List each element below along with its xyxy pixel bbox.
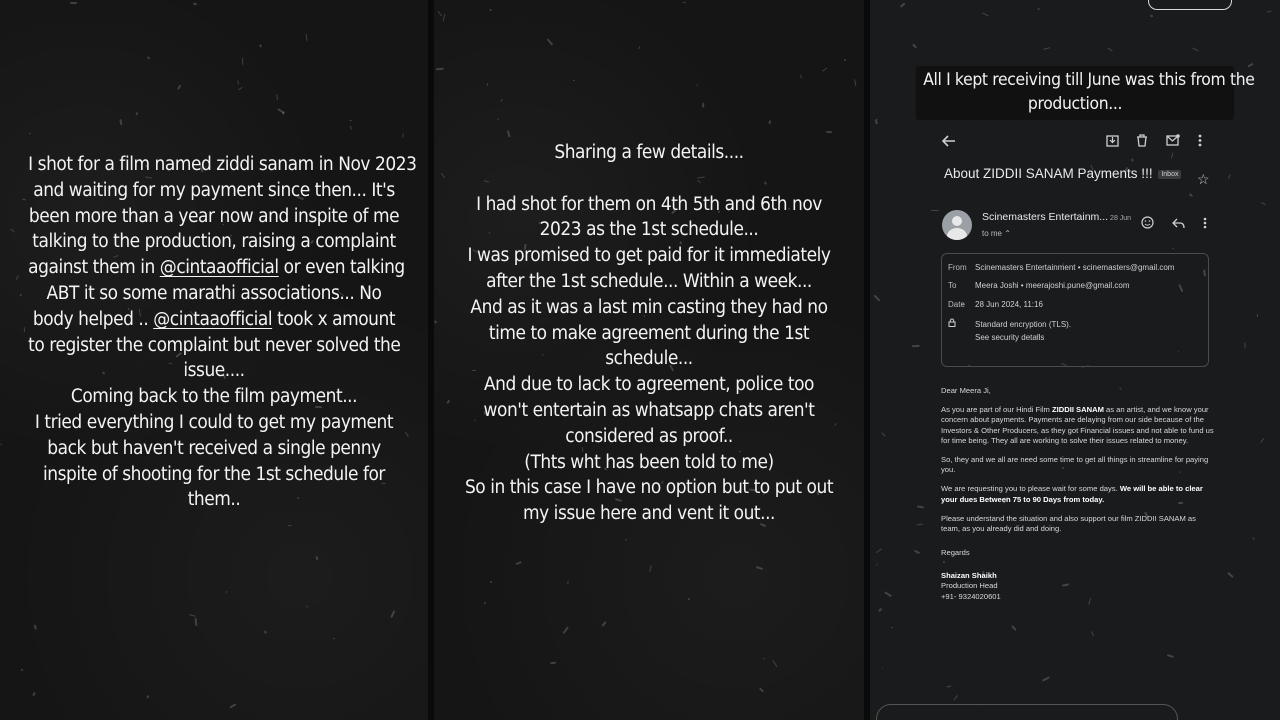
text-fragment: or even talking: [278, 257, 405, 279]
text-line: I shot for a film named ziddi sanam in Nov 2023: [28, 154, 417, 175]
detail-value: Standard encryption (TLS).: [975, 320, 1072, 329]
film-grain-speck: [1260, 437, 1265, 443]
film-grain-speck: [563, 626, 569, 633]
signature-phone: +91- 9324020601: [941, 591, 1001, 601]
film-grain-speck: [546, 38, 553, 45]
email-screenshot-panel: [870, 0, 1280, 720]
film-grain-speck: [954, 695, 958, 700]
film-grain-speck: [147, 56, 151, 60]
film-grain-speck: [316, 556, 319, 560]
film-grain-speck: [70, 2, 77, 4]
film-grain-speck: [877, 548, 883, 553]
detail-key: From: [948, 263, 967, 272]
film-grain-speck: [225, 591, 227, 593]
film-grain-speck: [1, 444, 3, 446]
inbox-label-badge[interactable]: Inbox: [1158, 170, 1181, 179]
text-line: considered as proof..: [565, 425, 733, 447]
film-grain-speck: [1043, 47, 1050, 50]
email-body: [941, 386, 1217, 602]
film-grain-speck: [500, 99, 502, 102]
film-grain-speck: [192, 2, 197, 5]
signature-name: Shaizan Shaikh: [941, 570, 997, 580]
text-line: And due to lack to agreement, police too: [483, 374, 815, 396]
film-grain-speck: [982, 12, 989, 16]
film-grain-speck: [567, 580, 568, 584]
text-fragment: body helped ..: [32, 308, 154, 330]
story-panel-2: [434, 0, 864, 720]
reply-icon[interactable]: [1172, 217, 1185, 231]
text-line: [28, 255, 405, 281]
film-grain-speck: [177, 84, 181, 89]
film-grain-speck: [1150, 15, 1154, 17]
film-grain-speck: [242, 57, 243, 64]
text-line: I tried everything I could to get my payment: [34, 411, 394, 433]
film-grain-speck: [119, 119, 122, 125]
film-grain-speck: [490, 9, 492, 11]
text-line: after the 1st schedule... Within a week...: [486, 270, 812, 292]
detail-value: Meera Joshi • meerajoshi.pune@gmail.com: [975, 281, 1130, 290]
film-grain-speck: [1167, 654, 1174, 658]
film-grain-speck: [638, 46, 640, 49]
film-grain-speck: [282, 112, 284, 115]
film-grain-speck: [288, 525, 292, 527]
body-paragraph: Please understand the situation and also support our film ZIDDII SANAM as team, as you already did and doing.: [941, 513, 1196, 534]
film-grain-speck: [768, 120, 771, 124]
text-line: Coming back to the film payment...: [70, 386, 358, 408]
film-grain-speck: [1132, 159, 1134, 162]
back-arrow-icon[interactable]: [942, 134, 956, 151]
text-line: time to make agreement during the 1st: [488, 322, 810, 344]
film-grain-speck: [350, 126, 352, 130]
text-line: Sharing a few details....: [554, 142, 744, 163]
caption-line: production...: [1027, 94, 1123, 114]
mention-link[interactable]: @cintaaofficial: [159, 257, 279, 279]
film-grain-speck: [34, 624, 37, 629]
sender-date: 28 Jun: [1110, 215, 1132, 222]
text-line: been more than a year now and inspite of me: [28, 205, 400, 227]
film-grain-speck: [1038, 8, 1040, 11]
film-grain-speck: [912, 44, 917, 49]
film-grain-speck: [497, 119, 498, 121]
film-grain-speck: [434, 320, 437, 324]
text-line: So in this case I have no option but to put out: [464, 477, 834, 499]
film-grain-speck: [447, 400, 451, 405]
film-grain-speck: [931, 210, 939, 211]
film-grain-speck: [1261, 202, 1266, 205]
film-grain-speck: [702, 103, 704, 108]
film-grain-speck: [573, 80, 575, 82]
film-grain-speck: [1189, 193, 1193, 197]
signature-title: Production Head: [941, 581, 998, 591]
film-grain-speck: [146, 695, 149, 699]
body-paragraph: [941, 405, 1217, 447]
signature: [941, 571, 1217, 602]
film-grain-speck: [696, 85, 698, 88]
film-grain-speck: [550, 662, 556, 665]
film-grain-speck: [826, 131, 832, 133]
film-grain-speck: [391, 610, 396, 618]
film-grain-speck: [844, 59, 846, 61]
film-grain-speck: [189, 614, 196, 617]
detail-key: Date: [948, 300, 965, 309]
detail-date: [948, 300, 1043, 309]
text-line: them..: [187, 489, 241, 511]
film-grain-speck: [333, 638, 335, 639]
subject-text: About ZIDDII SANAM Payments !!!: [944, 166, 1153, 181]
film-grain-speck: [516, 561, 522, 565]
film-grain-speck: [1042, 676, 1050, 681]
film-grain-speck: [946, 685, 951, 688]
film-grain-speck: [1257, 314, 1258, 317]
text-line: [28, 307, 400, 333]
film-grain-speck: [1267, 11, 1272, 13]
text-line: And as it was a last min casting they had no: [470, 296, 828, 318]
film-grain-speck: [1011, 625, 1016, 631]
film-grain-speck: [484, 601, 487, 604]
story-text-2: [451, 140, 847, 527]
film-grain-speck: [882, 667, 884, 669]
mention-link[interactable]: @cintaaofficial: [153, 308, 273, 330]
email-details-box: [941, 253, 1209, 367]
film-grain-speck: [507, 130, 511, 138]
film-grain-speck: [10, 229, 14, 233]
star-icon[interactable]: ☆: [1197, 171, 1210, 187]
film-grain-speck: [891, 627, 893, 629]
film-grain-speck: [438, 11, 442, 16]
film-grain-speck: [625, 539, 626, 541]
sender-line: [982, 211, 1131, 223]
text-line: talking to the production, raising a complaint: [32, 231, 396, 253]
body-paragraph: So, they and we all are need some time to get all things in streamline for paying you.: [941, 455, 1209, 475]
film-grain-speck: [917, 505, 925, 508]
film-grain-speck: [194, 618, 197, 626]
text-fragment: as an artist, and we know your concern about payments. Payments are delaying from our side because of the Investors & Other Producers, as they got Financial issues and not able to fund us for time being. They all are working to solve their issues related to money.: [941, 404, 1214, 446]
film-grain-speck: [649, 565, 651, 572]
emoji-icon[interactable]: [1141, 216, 1154, 232]
film-grain-speck: [854, 79, 856, 86]
film-grain-speck: [800, 75, 802, 79]
film-grain-speck: [229, 703, 236, 708]
text-line: back but haven't received a single penny: [47, 437, 381, 459]
text-line: I was promised to get paid for it immediately: [467, 245, 831, 267]
film-grain-speck: [21, 668, 24, 671]
text-line: inspite of shooting for the 1st schedule for: [43, 463, 385, 485]
avatar[interactable]: [942, 210, 972, 240]
film-grain-speck: [1091, 632, 1094, 637]
film-grain-speck: [1192, 47, 1199, 51]
film-grain-speck: [1247, 62, 1253, 67]
film-grain-speck: [763, 658, 765, 660]
top-pill-outline: [1148, 0, 1232, 10]
film-grain-speck: [876, 563, 877, 565]
to-me-toggle[interactable]: to me ⌃: [982, 229, 1011, 238]
film-grain-speck: [772, 660, 777, 667]
sender-name: Scinemasters Entertainm...: [982, 211, 1109, 223]
film-grain-speck: [688, 598, 690, 600]
film-grain-speck: [264, 631, 267, 634]
film-grain-speck: [1228, 572, 1235, 578]
text-line: won't entertain as whatsapp chats aren't: [483, 399, 815, 421]
film-grain-speck: [882, 432, 886, 436]
film-grain-speck: [29, 133, 31, 134]
blank-line: [462, 166, 836, 192]
text-line: ABT it so some marathi associations... No: [46, 282, 382, 304]
film-grain-speck: [1228, 174, 1231, 179]
film-grain-speck: [884, 591, 891, 597]
text-fragment: As you are part of our Hindi Film: [941, 404, 1052, 414]
film-grain-speck: [436, 68, 444, 71]
body-paragraph: [941, 484, 1217, 505]
detail-from: [948, 263, 1174, 272]
text-line: issue....: [183, 360, 245, 382]
film-grain-speck: [1244, 342, 1246, 348]
film-grain-speck: [602, 621, 607, 627]
story-caption: [916, 66, 1255, 120]
film-grain-speck: [900, 2, 906, 7]
detail-value: Scinemasters Entertainment • scinemasters@gmail.com: [975, 263, 1175, 272]
detail-encryption: [948, 318, 1071, 329]
film-grain-speck: [276, 94, 278, 100]
film-name: ZIDDII SANAM: [1052, 404, 1104, 414]
text-line: and waiting for my payment since then... It's: [33, 179, 395, 201]
trash-icon[interactable]: [1136, 134, 1148, 149]
reply-bar-outline[interactable]: [876, 704, 1178, 720]
film-grain-speck: [759, 688, 764, 693]
film-grain-speck: [32, 691, 36, 696]
film-grain-speck: [238, 87, 243, 90]
film-grain-speck: [135, 112, 138, 116]
film-grain-speck: [237, 80, 239, 85]
lock-icon: [948, 318, 975, 329]
film-grain-speck: [1252, 537, 1254, 540]
film-grain-speck: [441, 172, 445, 178]
text-line: my issue here and vent it out...: [522, 503, 775, 525]
film-grain-speck: [306, 34, 308, 41]
detail-key: To: [948, 281, 957, 290]
detail-to: [948, 281, 1130, 290]
text-fragment: We are requesting you to please wait for some days.: [941, 484, 1120, 494]
film-grain-speck: [403, 133, 405, 137]
security-details-link[interactable]: See security details: [975, 333, 1045, 342]
film-grain-speck: [683, 2, 686, 3]
film-grain-speck: [822, 67, 827, 71]
film-grain-speck: [912, 345, 920, 347]
film-grain-speck: [306, 605, 307, 607]
text-line: schedule...: [605, 348, 693, 370]
text-line: I had shot for them on 4th 5th and 6th nov: [476, 193, 822, 215]
more-vert-icon[interactable]: [1198, 134, 1202, 149]
film-grain-speck: [878, 608, 882, 612]
detail-value: 28 Jun 2024, 11:16: [975, 300, 1043, 309]
greeting: Dear Meera Ji,: [941, 386, 991, 395]
regards: Regards: [941, 548, 970, 558]
archive-icon[interactable]: [1106, 134, 1119, 149]
mark-unread-icon[interactable]: [1166, 134, 1180, 149]
text-fragment: against them in: [28, 257, 160, 279]
film-grain-speck: [487, 83, 489, 86]
film-grain-speck: [1170, 153, 1173, 159]
film-grain-speck: [443, 13, 446, 21]
story-text-1: [17, 152, 417, 513]
text-line: 2023 as the 1st schedule...: [539, 219, 759, 241]
film-grain-speck: [876, 121, 879, 124]
film-grain-speck: [490, 581, 492, 583]
film-grain-speck: [349, 120, 352, 122]
film-grain-speck: [874, 294, 881, 301]
text-line: (Thts wht has been told to me): [524, 451, 774, 473]
more-vert-icon[interactable]: [1203, 217, 1207, 231]
film-grain-speck: [913, 549, 919, 553]
film-grain-speck: [259, 44, 262, 48]
film-grain-speck: [756, 566, 763, 570]
text-line: to register the complaint but never solved the: [28, 334, 401, 356]
text-fragment: took x amount: [272, 308, 396, 330]
caption-line: All I kept receiving till June was this from the: [923, 70, 1255, 90]
email-subject: [944, 166, 1181, 181]
story-panel-1: [0, 0, 428, 720]
film-grain-speck: [1172, 247, 1174, 249]
bold-fragment: We will be able to clear your dues Between 75 to 90 Days from today.: [941, 484, 1203, 504]
film-grain-speck: [1107, 47, 1113, 51]
film-grain-speck: [917, 524, 923, 526]
